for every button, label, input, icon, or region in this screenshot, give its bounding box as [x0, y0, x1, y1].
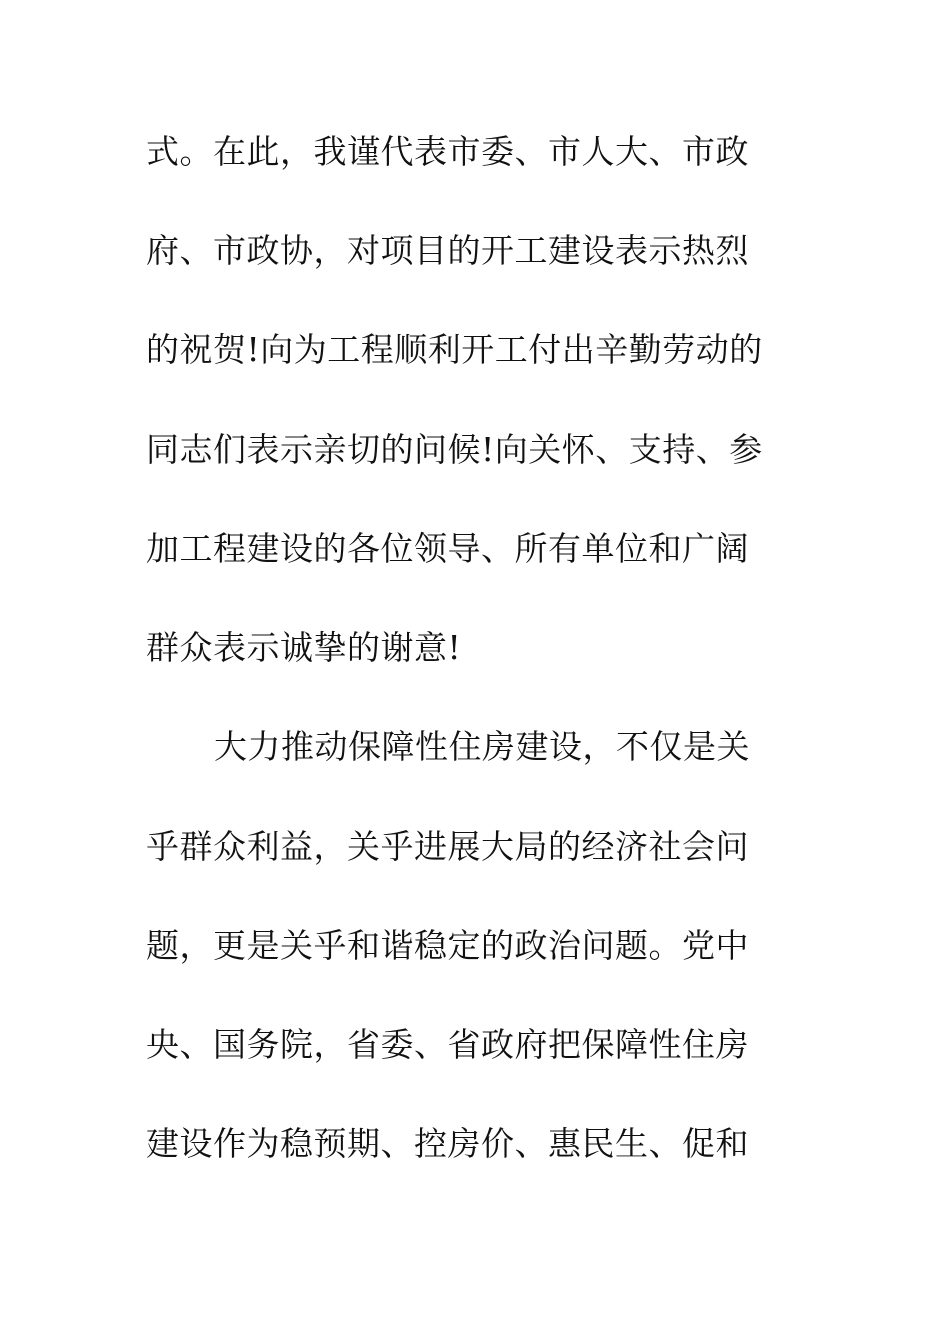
- paragraph-2-line-3: 题，更是关乎和谐稳定的政治问题。党中: [146, 926, 749, 965]
- paragraph-line-5: 加工程建设的各位领导、所有单位和广阔: [146, 529, 749, 568]
- paragraph-2-line-4: 央、国务院，省委、省政府把保障性住房: [146, 1025, 749, 1064]
- paragraph-line-1: 式。在此，我谨代表市委、市人大、市政: [146, 132, 749, 171]
- paragraph-2-line-1: 大力推动保障性住房建设，不仅是关: [214, 727, 750, 766]
- paragraph-2-line-2: 乎群众利益，关乎进展大局的经济社会问: [146, 827, 749, 866]
- paragraph-line-6: 群众表示诚挚的谢意!: [146, 628, 462, 667]
- paragraph-line-2: 府、市政协，对项目的开工建设表示热烈: [146, 231, 749, 270]
- paragraph-2-line-5: 建设作为稳预期、控房价、惠民生、促和: [146, 1124, 749, 1163]
- paragraph-line-3: 的祝贺!向为工程顺利开工付出辛勤劳动的: [146, 330, 763, 369]
- paragraph-line-4: 同志们表示亲切的问候!向关怀、支持、参: [146, 430, 763, 469]
